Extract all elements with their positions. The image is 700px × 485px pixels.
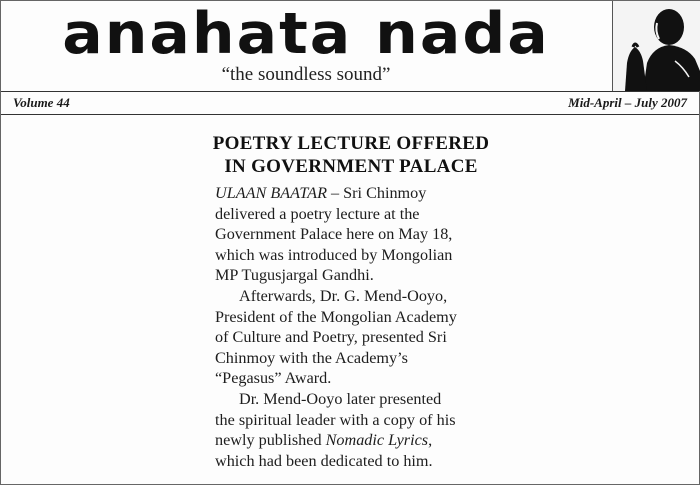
p2-line-3: of Culture and Poetry, presented Sri	[215, 328, 447, 347]
article-headline	[201, 132, 501, 178]
dateline: ULAAN BAATAR	[215, 184, 327, 202]
p2-line-1: Afterwards, Dr. G. Mend-Ooyo,	[239, 286, 448, 305]
masthead	[1, 1, 699, 91]
p2-line-2: President of the Mongolian Academy	[215, 307, 457, 326]
issue-bar-rule	[1, 114, 699, 115]
p3-line-3-pre: newly published	[215, 431, 326, 450]
masthead-rule	[1, 91, 699, 92]
p1-line-5: MP Tugusjargal Gandhi.	[215, 266, 374, 285]
praying-silhouette-icon	[613, 1, 700, 91]
volume-label: Volume 44	[13, 95, 70, 110]
headline-line-2: IN GOVERNMENT PALACE	[224, 156, 478, 177]
p3-line-1: Dr. Mend-Ooyo later presented	[239, 389, 442, 408]
p2-line-5: “Pegasus” Award.	[215, 369, 332, 388]
p2-line-4: Chinmoy with the Academy’s	[215, 348, 408, 367]
issue-date: Mid-April – July 2007	[568, 95, 687, 110]
p3-line-3-post: ,	[428, 431, 433, 450]
p1-line-1: – Sri Chinmoy	[326, 184, 427, 202]
paragraph-1	[215, 183, 515, 286]
p1-line-3: Government Palace here on May 18,	[215, 225, 453, 244]
p1-line-2: delivered a poetry lecture at the	[215, 204, 420, 223]
p3-line-4: which had been dedicated to him.	[215, 451, 433, 470]
masthead-title: anahata nada	[62, 0, 550, 68]
portrait-image	[612, 1, 700, 91]
p1-line-4: which was introduced by Mongolian	[215, 245, 453, 264]
p3-line-2: the spiritual leader with a copy of his	[215, 410, 456, 429]
book-title: Nomadic Lyrics	[325, 431, 429, 450]
paragraph-2	[215, 286, 515, 389]
masthead-subtitle: “the soundless sound”	[221, 64, 391, 85]
paragraph-3	[215, 389, 515, 471]
headline-line-1: POETRY LECTURE OFFERED	[212, 133, 490, 154]
article-body	[215, 183, 515, 471]
